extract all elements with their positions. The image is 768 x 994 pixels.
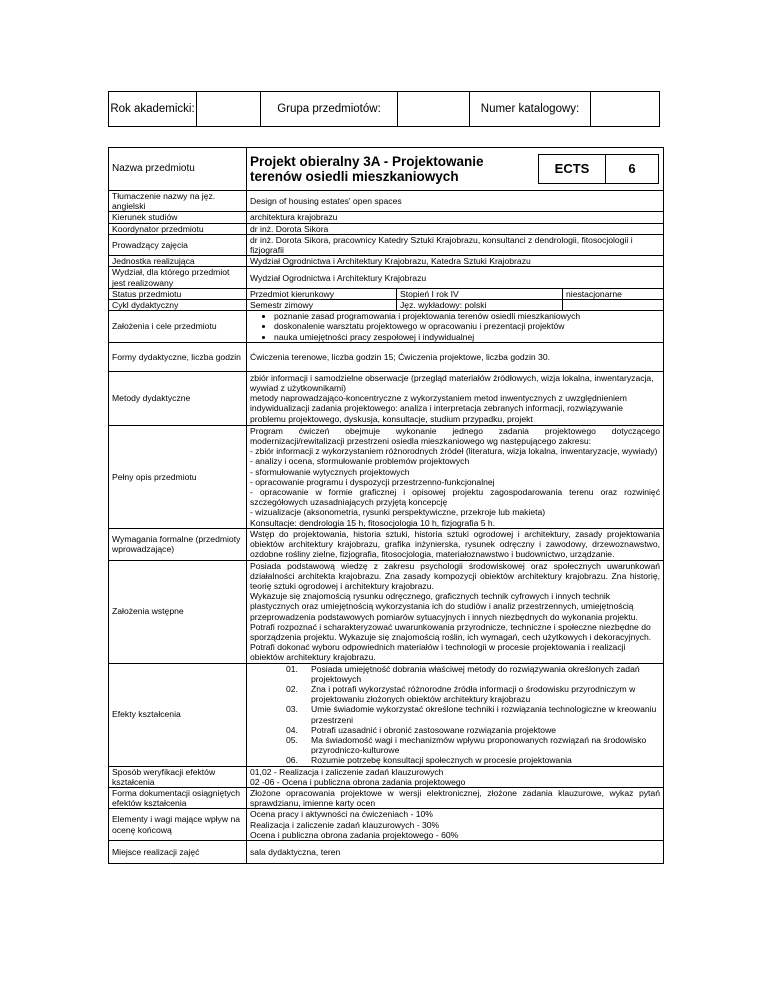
field-value: architektura krajobrazu: [247, 212, 664, 223]
place-value: sala dydaktyczna, teren: [247, 840, 664, 863]
outcome-number: 02.: [286, 683, 298, 694]
catalog-number-label: Numer katalogowy:: [470, 92, 591, 126]
faculty-value: Wydział Ogrodnictwa i Architektury Krajobrazu: [247, 267, 664, 288]
description-line: - opracowanie w formie graficznej i opisowej projektu zagospodarowania terenu oraz rozwinięć szczegółowych uzasadniających przyjętą koncepcję: [250, 487, 660, 508]
description-line: Program ćwiczeń obejmuje wykonanie jednego zadania projektowego dotyczącego modernizacji/rewitalizacji przestrzeni osiedla mieszkaniowego wg następującego zakresu:: [250, 425, 660, 447]
outcome-text: Ma świadomość wagi i mechanizmów wpływu proponowanych rozwiązań na środowisko przyrodniczo-kulturowe: [311, 734, 647, 756]
description-line: - wizualizacje (aksonometria, rysunki perspektywiczne, przekroje lub makieta): [250, 507, 546, 518]
course-title-cell: [247, 148, 664, 191]
methods-label: Metody dydaktyczne: [109, 371, 247, 425]
weight-item: Ocena pracy i aktywności na ćwiczeniach - 10%: [250, 809, 433, 820]
description-line: Konsultacje: dendrologia 15 h, fitosocjologia 10 h, fizjografia 5 h.: [250, 517, 496, 528]
cycle-language: Jęz. wykładowy: polski: [397, 300, 563, 310]
course-group-label: Grupa przedmiotów:: [261, 92, 398, 126]
cycle-empty: [563, 300, 664, 310]
ects-value: 6: [606, 154, 659, 184]
course-name-label: Nazwa przedmiotu: [109, 148, 247, 191]
translation-value: Design of housing estates' open spaces: [247, 191, 664, 212]
verification-value: [247, 766, 664, 787]
forms-label: Formy dydaktyczne, liczba godzin: [109, 342, 247, 371]
status-label: Status przedmiotu: [109, 288, 247, 299]
status-degree: Stopień I rok IV: [397, 289, 563, 299]
lecturers-value: dr inż. Dorota Sikora, pracownicy Katedry Sztuki Krajobrazu, konsultanci z dendrologii, fitosocjologii i fizjografii: [247, 234, 664, 255]
verification-item: 01,02 - Realizacja i zaliczenie zadań klauzurowych: [250, 766, 444, 777]
status-mode: niestacjonarne: [566, 288, 622, 299]
weights-value: [247, 809, 664, 841]
outcome-item: [286, 704, 660, 724]
header-bar: [108, 91, 660, 127]
outcome-number: 05.: [286, 734, 298, 745]
outcome-item: [286, 725, 660, 735]
verification-label: Sposób weryfikacji efektów kształcenia: [109, 766, 247, 787]
cycle-semester: Semestr zimowy: [247, 300, 397, 310]
weights-label: Elementy i wagi mające wpływ na ocenę końcową: [109, 809, 247, 841]
translation-label: Tłumaczenie nazwy na jęz. angielski: [109, 191, 247, 212]
assumptions-label: Założenia wstępne: [109, 560, 247, 663]
outcome-number: 04.: [286, 724, 298, 735]
forms-value: Ćwiczenia terenowe, liczba godzin 15; Ćwiczenia projektowe, liczba godzin 30.: [247, 342, 664, 371]
status-cell: [247, 288, 664, 299]
description-label: Pełny opis przedmiotu: [109, 425, 247, 528]
outcomes-value: [247, 663, 664, 766]
coordinator-label: Koordynator przedmiotu: [109, 223, 247, 234]
outcome-item: [286, 735, 660, 755]
outcome-text: Umie świadomie wykorzystać określone techniki i rozwiązania technologiczne w kreowaniu przestrzeni: [311, 704, 657, 725]
documentation-value: Złożone opracowania projektowe w wersji elektronicznej, złożone zadania klauzurowe, wykaz pytań sprawdzianu, imienne karty ocen: [247, 787, 664, 808]
weight-item: Ocena i publiczna obrona zadania projektowego - 60%: [250, 829, 459, 840]
ects-label: ECTS: [538, 154, 606, 184]
requirements-label: Wymagania formalne (przedmioty wprowadzające): [109, 528, 247, 560]
verification-item: 02 -06 - Ocena i publiczna obrona zadania projektowego: [250, 776, 466, 787]
description-line: - opracowanie programu i dyspozycji przestrzenno-funkcjonalnej: [250, 476, 495, 487]
goals-value: [247, 311, 664, 343]
assumption-paragraph: Wykazuje się znajomością rysunku odręcznego, graficznych technik cyfrowych i innych technik plastycznych oraz umiejętnością wykorzystania ich do studiów i analiz przestrzennych, umiejętnością przeprowadzenia podstawowych pomiarów sytuacyjnych i innych niezbędnych do wykonania projektu. Potrafi rozpoznać i scharakteryzować uwarunkowania przyrodnicze, techniczne i społeczne niezbędne do sporządzenia projektu. Wykazuje się znajomością roślin, ich wymagań, cech użytkowych i dekoracyjnych. Potrafi dokonać wyboru odpowiednich materiałów i technologii w procesie projektowania i realizacji obiektów architektury krajobrazu.: [250, 591, 652, 663]
unit-label: Jednostka realizująca: [109, 256, 247, 267]
documentation-label: Forma dokumentacji osiągniętych efektów kształcenia: [109, 787, 247, 808]
academic-year-value: [197, 92, 261, 126]
course-title: Projekt obieralny 3A - Projektowanie terenów osiedli mieszkaniowych: [250, 153, 484, 184]
assumption-paragraph: Posiada podstawową wiedzę z zakresu psychologii środowiskowej oraz społecznych uwarunkowań działalności architekta krajobrazu. Zna zasady kompozycji obiektów architektury krajobrazu. Zna historię, teorię sztuki ogrodowej i architektury krajobrazu.: [250, 560, 660, 591]
description-value: [247, 425, 664, 528]
outcome-text: Zna i potrafi wykorzystać różnorodne źródła informacji o środowisku przyrodniczym w projektowaniu złożonych obiektów architektury krajobrazu: [311, 683, 636, 705]
description-line: - zbiór informacji z wykorzystaniem różnorodnych źródeł (literatura, wizja lokalna, inwentaryzacje, wywiady): [250, 446, 658, 457]
goals-label: Założenia i cele przedmiotu: [109, 311, 247, 343]
requirements-value: Wstęp do projektowania, historia sztuki, historia sztuki ogrodowej i architektury, zasady projektowania obiektów architektury krajobrazu, grafika inżynierska, rysunek odręczny i zawodowy, drzewoznawstwo, ozdobne rośliny zielne, fizjografia, fitosocjologia, materiałoznawstwo i budownictwo, urządzanie.: [247, 528, 664, 560]
goal-item: • doskonalenie warsztatu projektowego w opracowaniu i prezentacji projektów: [274, 321, 660, 331]
outcome-text: Rozumie potrzebę konsultacji społecznych w procesie projektowania: [311, 755, 572, 766]
course-group-value: [398, 92, 470, 126]
outcome-item: [286, 664, 660, 684]
outcome-text: Posiada umiejętność dobrania właściwej metody do rozwiązywania określonych zadań projektowych: [311, 663, 640, 684]
academic-year-label: Rok akademicki:: [109, 92, 197, 126]
methods-value: [247, 371, 664, 425]
description-line: - analizy i ocena, sformułowanie problemów projektowych: [250, 456, 470, 467]
goal-item: • nauka umiejętności pracy zespołowej i indywidualnej: [274, 332, 660, 342]
outcome-text: Potrafi uzasadnić i obronić zastosowane rozwiązania projektowe: [311, 724, 557, 735]
unit-value: Wydział Ogrodnictwa i Architektury Krajobrazu, Katedra Sztuki Krajobrazu: [247, 256, 664, 267]
description-line: - sformułowanie wytycznych projektowych: [250, 466, 410, 477]
outcome-number: 01.: [286, 663, 298, 674]
goal-item: • poznanie zasad programowania i projektowania terenów osiedli mieszkaniowych: [274, 311, 660, 321]
status-type: Przedmiot kierunkowy: [247, 289, 397, 299]
outcomes-label: Efekty kształcenia: [109, 663, 247, 766]
outcome-number: 06.: [286, 755, 298, 766]
outcome-number: 03.: [286, 704, 298, 715]
outcome-item: [286, 755, 660, 765]
method-item: zbiór informacji i samodzielne obserwacje (przegląd materiałów źródłowych, wizja lokalna, inwentaryzacja, wywiad z użytkownikami): [250, 372, 654, 394]
catalog-number-value: [591, 92, 659, 126]
field-label: Kierunek studiów: [109, 212, 247, 223]
course-card: [108, 147, 664, 864]
lecturers-label: Prowadzący zajęcia: [109, 234, 247, 255]
weight-item: Realizacja i zaliczenie zadań klauzurowych - 30%: [250, 819, 440, 830]
assumptions-value: [247, 560, 664, 663]
cycle-label: Cykl dydaktyczny: [109, 300, 247, 311]
faculty-label: Wydział, dla którego przedmiot jest realizowany: [109, 267, 247, 288]
coordinator-value: dr inż. Dorota Sikora: [247, 223, 664, 234]
method-item: metody naprowadzająco-koncentryczne z wykorzystaniem metod inwentycznych z uwzględnieniem indywidualizacji zadania projektowego: analiza i interpretacja zebranych informacji, rozwiązywanie problemu projektowego, dyskusja, konsultacje, studium przypadku, projekt: [250, 393, 627, 424]
cycle-cell: [247, 300, 664, 311]
outcome-item: [286, 684, 660, 704]
place-label: Miejsce realizacji zajęć: [109, 840, 247, 863]
